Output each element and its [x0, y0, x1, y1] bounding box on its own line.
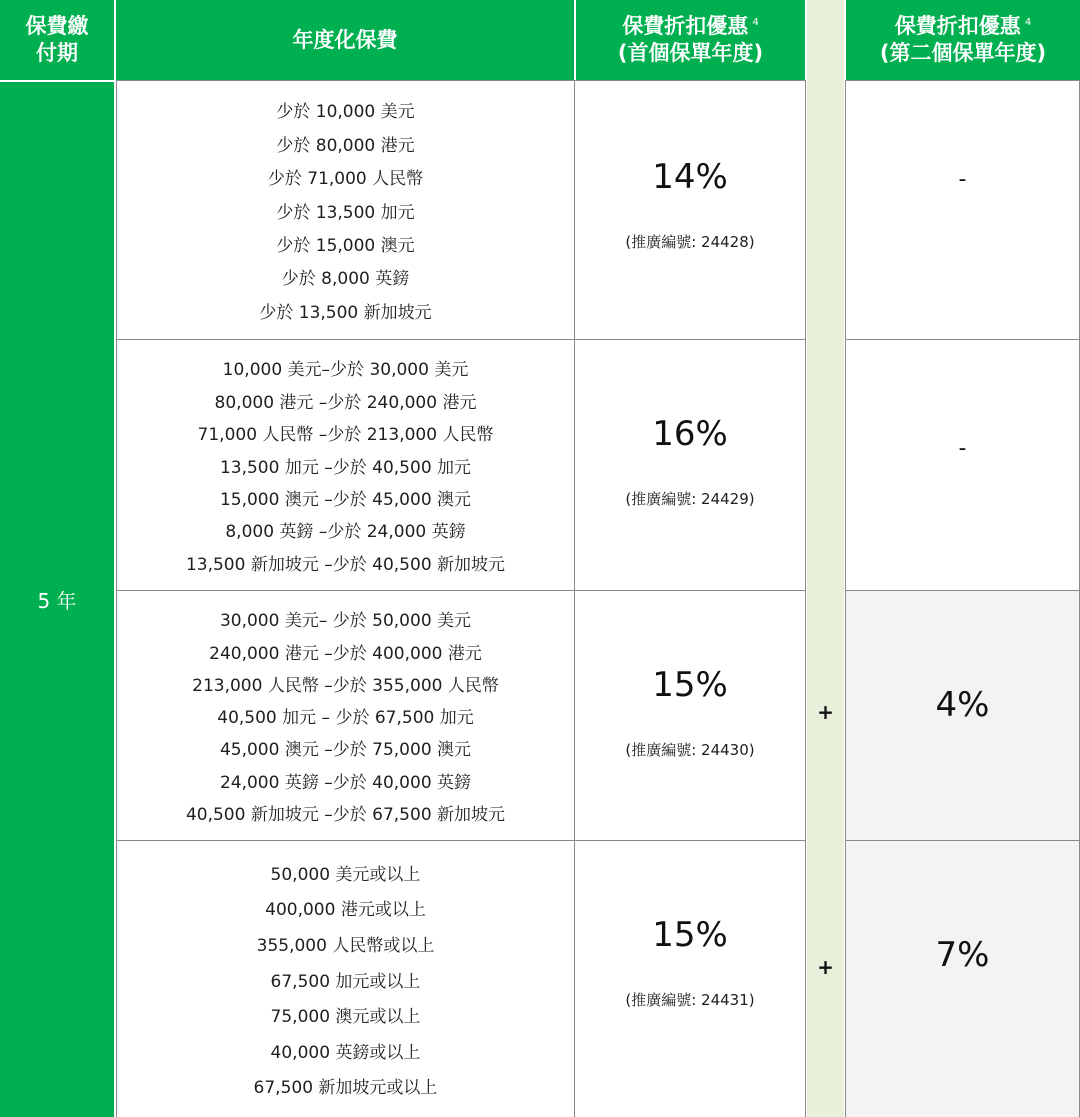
header-discount-second-year-line2: (第二個保單年度) — [879, 41, 1047, 65]
header-discount-first-year-line2: (首個保單年度) — [617, 41, 764, 65]
first-year-discount-value: 16% — [652, 414, 728, 454]
premium-range-line: 45,000 澳元 –少於 75,000 澳元 — [219, 740, 472, 761]
promotion-code: (推廣編號: 24428) — [625, 233, 755, 251]
premium-range-line: 80,000 港元 –少於 240,000 港元 — [214, 392, 477, 413]
premium-range-line: 少於 8,000 英鎊 — [281, 269, 410, 290]
premium-range-line: 8,000 英鎊 –少於 24,000 英鎊 — [225, 522, 466, 543]
table-row — [116, 590, 1080, 840]
premium-range-line: 13,500 加元 –少於 40,500 加元 — [219, 457, 472, 478]
premium-range-line: 15,000 澳元 –少於 45,000 澳元 — [219, 489, 472, 510]
premium-range-line: 400,000 港元或以上 — [265, 900, 426, 921]
header-discount-first-year-line1 — [622, 13, 758, 40]
premium-range-line: 50,000 美元或以上 — [270, 864, 421, 885]
premium-range-line: 40,500 新加坡元 –少於 67,500 新加坡元 — [185, 804, 506, 825]
header-annualized-premium-label: 年度化保費 — [292, 27, 398, 52]
first-year-discount-value: 15% — [652, 915, 728, 955]
premium-range-line: 240,000 港元 –少於 400,000 港元 — [209, 643, 482, 664]
header-discount-first-year — [576, 0, 805, 80]
header-payment-term-line2: 付期 — [36, 41, 78, 65]
premium-range-line: 30,000 美元– 少於 50,000 美元 — [219, 611, 472, 632]
promotion-code: (推廣編號: 24431) — [625, 991, 755, 1009]
premium-range-line: 71,000 人民幣 –少於 213,000 人民幣 — [197, 425, 494, 446]
second-year-discount-value: 4% — [935, 685, 990, 725]
first-year-discount-value: 15% — [652, 665, 728, 705]
header-discount-second-year-label: 保費折扣優惠 — [894, 14, 1021, 38]
premium-range-line: 少於 10,000 美元 — [276, 102, 415, 123]
table-row — [116, 840, 1080, 1117]
premium-range-line: 24,000 英鎊 –少於 40,000 英鎊 — [219, 772, 472, 793]
premium-range-line: 67,500 加元或以上 — [270, 971, 421, 992]
table-row — [116, 80, 1080, 339]
header-discount-second-year-line1 — [895, 13, 1031, 40]
second-year-discount-cell — [845, 80, 1080, 339]
first-year-discount-cell — [574, 80, 806, 339]
premium-range-cell — [116, 80, 575, 339]
header-discount-first-year-label: 保費折扣優惠 — [622, 14, 749, 38]
premium-range-line: 40,000 英鎊或以上 — [270, 1042, 421, 1063]
footnote-marker: 4 — [1024, 17, 1032, 28]
plus-sign: + — [817, 955, 834, 979]
second-year-discount-cell — [845, 840, 1080, 1117]
second-year-discount-value: 7% — [935, 935, 990, 975]
second-year-discount-value: - — [958, 436, 967, 461]
premium-range-line: 少於 71,000 人民幣 — [267, 169, 424, 190]
header-payment-term-line1: 保費繳 — [25, 14, 89, 38]
header-annualized-premium — [116, 0, 574, 80]
premium-range-line: 355,000 人民幣或以上 — [256, 935, 435, 956]
header-gap-column — [807, 0, 844, 80]
second-year-discount-value: - — [958, 167, 967, 192]
footnote-marker: 4 — [752, 17, 759, 28]
first-year-discount-cell — [574, 840, 806, 1117]
premium-range-line: 13,500 新加坡元 –少於 40,500 新加坡元 — [185, 554, 506, 575]
first-year-discount-value: 14% — [652, 157, 728, 197]
header-payment-term — [0, 0, 114, 80]
premium-range-line: 213,000 人民幣 –少於 355,000 人民幣 — [192, 675, 499, 696]
premium-range-cell — [116, 840, 575, 1117]
premium-range-line: 少於 15,000 澳元 — [276, 235, 415, 256]
second-year-discount-cell — [845, 590, 1080, 840]
header-discount-second-year — [846, 0, 1080, 80]
premium-range-line: 少於 80,000 港元 — [276, 135, 415, 156]
payment-term-cell — [0, 82, 114, 1117]
payment-term-value: 5 年 — [37, 589, 77, 613]
premium-range-cell — [116, 590, 575, 840]
premium-range-line: 10,000 美元–少於 30,000 美元 — [222, 360, 469, 381]
premium-range-line: 75,000 澳元或以上 — [270, 1007, 421, 1028]
premium-range-line: 40,500 加元 – 少於 67,500 加元 — [217, 708, 474, 728]
promotion-code: (推廣編號: 24430) — [625, 741, 755, 759]
promotion-code: (推廣編號: 24429) — [625, 490, 755, 508]
first-year-discount-cell — [574, 339, 806, 590]
second-year-discount-cell — [845, 339, 1080, 590]
premium-range-line: 67,500 新加坡元或以上 — [253, 1078, 438, 1099]
table-row — [116, 339, 1080, 590]
premium-range-cell — [116, 339, 575, 590]
premium-range-line: 少於 13,500 新加坡元 — [259, 302, 432, 323]
premium-range-line: 少於 13,500 加元 — [276, 202, 415, 223]
first-year-discount-cell — [574, 590, 806, 840]
plus-sign: + — [817, 700, 834, 724]
